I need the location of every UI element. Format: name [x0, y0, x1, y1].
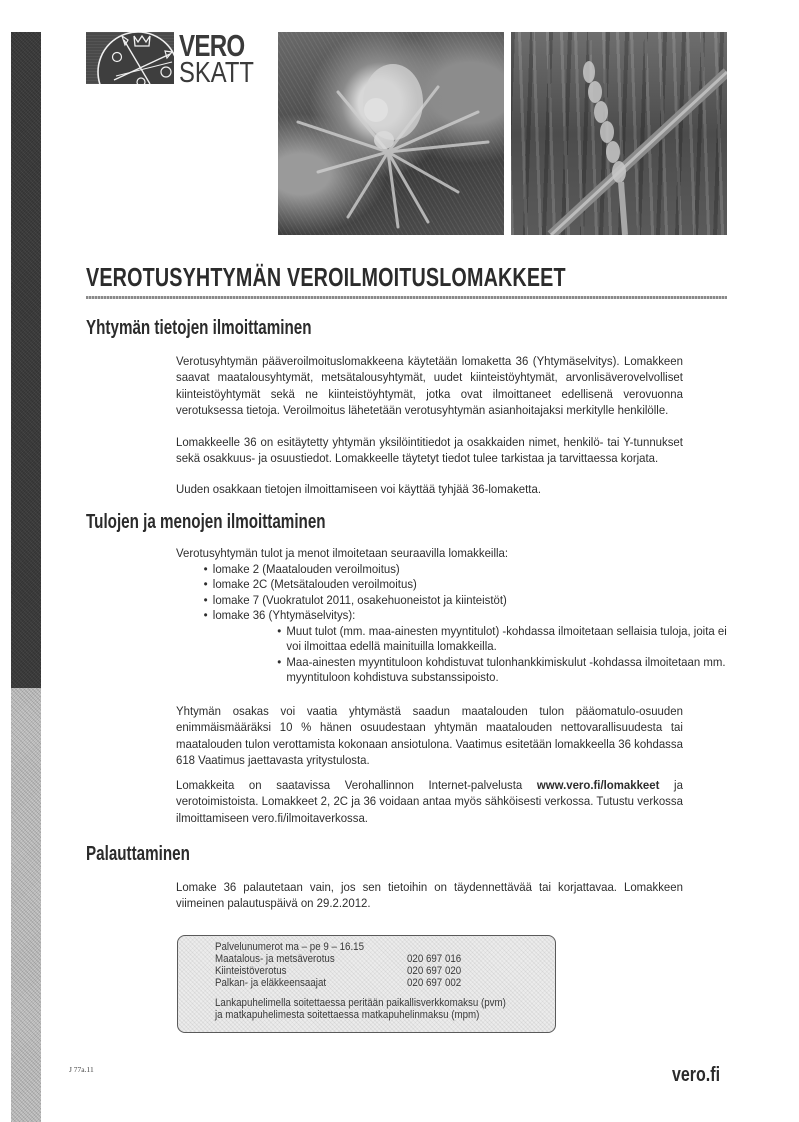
service-label: Maatalous- ja metsäverotus	[215, 953, 335, 965]
vero-skatt-logo	[86, 28, 261, 89]
paragraph-new-partner: Uuden osakkaan tietojen ilmoittamiseen voi käyttää tyhjää 36-lomaketta.	[176, 482, 541, 496]
section-heading-yhtyman-tiedot: Yhtymän tietojen ilmoittaminen	[86, 317, 312, 339]
form-code: J 77a.11	[69, 1065, 94, 1074]
footer-site-url[interactable]: vero.fi	[672, 1064, 721, 1086]
paragraph-capital-income-claim: Yhtymän osakas voi vaatia yhtymästä saadun maatalouden tulon pääomatulo-osuuden enimmäismääräksi 10 % hänen osuudestaan yhtymän maatalouden nettovarallisuudesta tai maatalouden tulon verottamista kokonaan ansiotulona. Vaatimus esitetään lomakkeella 36 kohdassa 618 Vaatimus jaettavasta yritystulosta.	[176, 704, 683, 767]
title-divider	[86, 296, 727, 299]
service-numbers-box	[177, 935, 556, 1033]
sub-list-item: • Maa-ainesten myyntituloon kohdistuvat tulonhankkimiskulut -kohdassa ilmoitetaan mm. myyntituloon kohdistuva substanssipoisto.	[176, 655, 728, 686]
wheat-photo	[511, 32, 727, 235]
forms-text-after: ja verotoimistoista. Lomakkeet 2, 2C ja 36 voidaan antaa myös sähköisesti verkossa. Tutustu verkossa ilmoittamiseen vero.fi/ilmoitaverkossa.	[176, 778, 683, 825]
paragraph-forms-availability	[176, 777, 683, 826]
service-label: Kiinteistöverotus	[215, 965, 287, 977]
section-heading-palauttaminen: Palauttaminen	[86, 843, 190, 865]
call-charge-note-line1: Lankapuhelimella soitettaessa peritään paikallisverkkomaksu (pvm)	[215, 997, 506, 1009]
side-strip-light	[11, 688, 41, 1122]
logo-text-vero: VERO	[179, 28, 245, 63]
logo-text-skatt: SKATT	[179, 57, 254, 89]
forms-list-intro: Verotusyhtymän tulot ja menot ilmoitetaan seuraavilla lomakkeilla:	[176, 546, 509, 560]
service-hours: Palvelunumerot ma – pe 9 – 16.15	[215, 941, 364, 953]
forms-list	[176, 546, 728, 686]
paragraph-prefilled: Lomakkeelle 36 on esitäytetty yhtymän yksilöintitiedot ja osakkaiden nimet, henkilö- tai Y-tunnukset sekä osakkuus- ja osuustiedot. Lomakkeelle täytetyt tiedot tulee tarkistaa ja tarvittaessa korjata.	[176, 435, 683, 466]
section-heading-tulot-menot: Tulojen ja menojen ilmoittaminen	[86, 511, 326, 533]
list-item: • lomake 36 (Yhtymäselvitys):	[176, 608, 728, 624]
sub-list-item: • Muut tulot (mm. maa-ainesten myyntitulot) -kohdassa ilmoitetaan sellaisia tuloja, joita ei voi ilmoittaa edellä mainituilla lomakkeilla.	[176, 624, 728, 655]
pine-branch-photo	[278, 32, 504, 235]
side-strip-dark	[11, 32, 41, 688]
list-item: • lomake 7 (Vuokratulot 2011, osakehuoneistot ja kiinteistöt)	[176, 593, 728, 609]
list-item: • lomake 2C (Metsätalouden veroilmoitus)	[176, 577, 728, 593]
service-phone: 020 697 016	[407, 953, 462, 965]
paragraph-main-form: Verotusyhtymän pääveroilmoituslomakkeena käytetään lomaketta 36 (Yhtymäselvitys). Lomakkeen saavat maatalousyhtymät, metsätalousyhtymät, uudet kiinteistöyhtymät, arvonlisäverovelvolliset kiinteistöyhtymät sekä ne kiinteistöyhtymät, jotka ovat ilmoittaneet edellisenä verovuonna verotuksessa tietoja. Veroilmoitus lähetetään verotusyhtymän asianhoitajaksi merkitylle henkilölle.	[176, 354, 683, 417]
forms-link[interactable]: www.vero.fi/lomakkeet	[536, 778, 660, 792]
paragraph-return: Lomake 36 palautetaan vain, jos sen tietoihin on täydennettävää tai korjattavaa. Lomakkeen viimeinen palautuspäivä on 29.2.2012.	[176, 880, 683, 911]
service-label: Palkan- ja eläkkeensaajat	[215, 977, 327, 989]
service-phone: 020 697 002	[407, 977, 462, 989]
service-phone: 020 697 020	[407, 965, 462, 977]
call-charge-note-line2: ja matkapuhelimesta soitettaessa matkapuhelinmaksu (mpm)	[215, 1009, 480, 1021]
tax-administration-emblem-icon	[86, 32, 174, 84]
forms-text-before: Lomakkeita on saatavissa Verohallinnon Internet-palvelusta	[176, 778, 537, 792]
page-title: VEROTUSYHTYMÄN VEROILMOITUSLOMAKKEET	[86, 262, 566, 292]
list-item: • lomake 2 (Maatalouden veroilmoitus)	[176, 562, 728, 578]
